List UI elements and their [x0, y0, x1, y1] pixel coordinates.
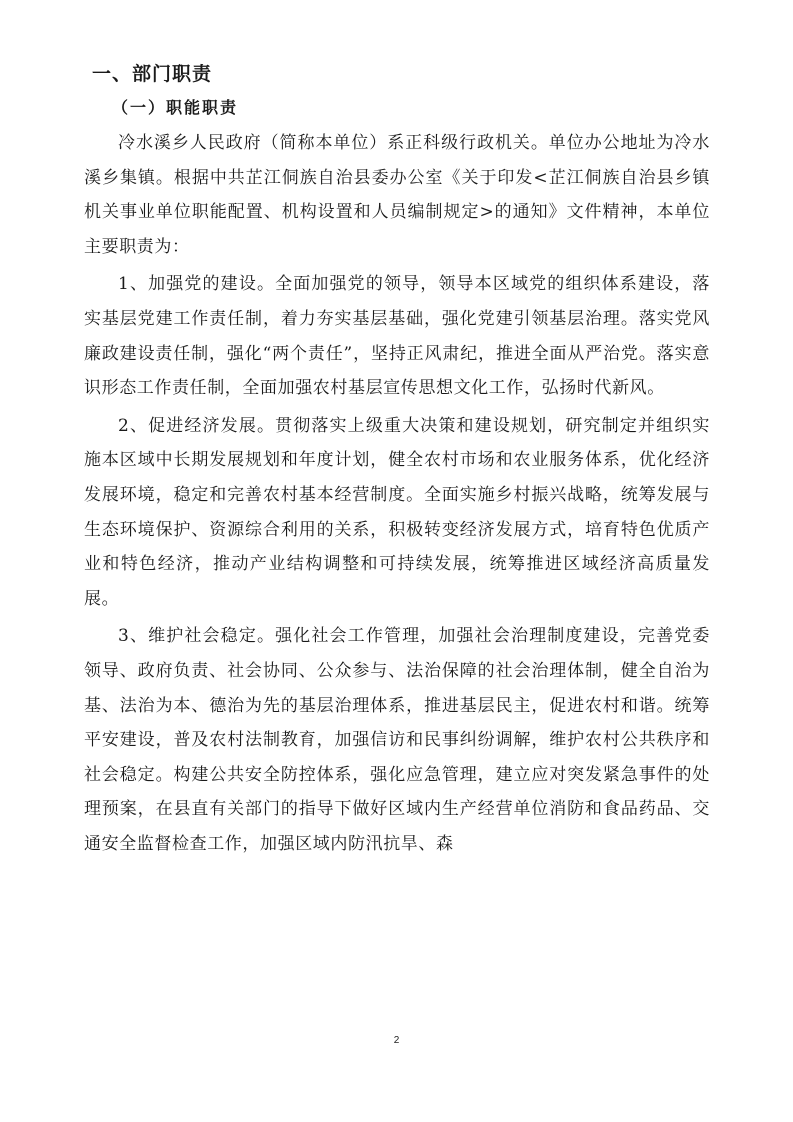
- paragraph-social-stability: 3、维护社会稳定。强化社会工作管理，加强社会治理制度建设，完善党委领导、政府负责、社会协同、公众参与、法治保障的社会治理体制，健全自治为基、法治为本、德治为先的基层治理体系，推进基层民主，促进农村和谐。统筹平安建设，普及农村法制教育，加强信访和民事纠纷调解，维护农村公共秩序和社会稳定。构建公共安全防控体系，强化应急管理，建立应对突发紧急事件的处理预案，在县直有关部门的指导下做好区域内生产经营单位消防和食品药品、交通安全监督检查工作，加强区域内防汛抗旱、森: [84, 626, 710, 854]
- subsection-title: （一）职能职责: [112, 98, 239, 117]
- page-number: 2: [393, 1035, 400, 1046]
- document-body: [84, 60, 710, 861]
- section-title: 一、部门职责: [92, 63, 213, 85]
- paragraph-party-building: 1、加强党的建设。全面加强党的领导，领导本区域党的组织体系建设，落实基层党建工作责任制，着力夯实基层基础，强化党建引领基层治理。落实党风廉政建设责任制，强化“两个责任”，坚持正风肃纪，推进全面从严治党。落实意识形态工作责任制，全面加强农村基层宣传思想文化工作，弘扬时代新风。: [84, 274, 710, 399]
- paragraph-intro: 冷水溪乡人民政府（简称本单位）系正科级行政机关。单位办公地址为冷水溪乡集镇。根据中共芷江侗族自治县委办公室《关于印发<芷江侗族自治县乡镇机关事业单位职能配置、机构设置和人员编制规定>的通知》文件精神，本单位主要职责为：: [84, 133, 710, 257]
- paragraph-economic-development: 2、促进经济发展。贯彻落实上级重大决策和建设规划，研究制定并组织实施本区域中长期发展规划和年度计划，健全农村市场和农业服务体系，优化经济发展环境，稳定和完善农村基本经营制度。全面实施乡村振兴战略，统筹发展与生态环境保护、资源综合利用的关系，积极转变经济发展方式，培育特色优质产业和特色经济，推动产业结构调整和可持续发展，统筹推进区域经济高质量发展。: [84, 415, 710, 609]
